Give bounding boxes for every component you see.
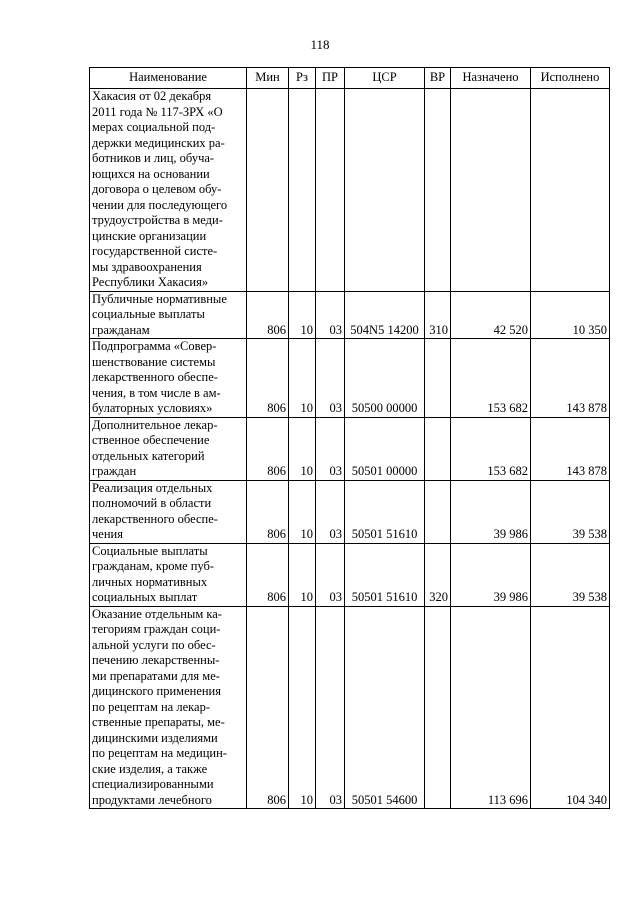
row-pr-cell: [316, 89, 345, 292]
row-pr-cell: 03: [316, 606, 345, 809]
header-rz: Рз: [289, 68, 316, 89]
row-assigned-cell: [451, 89, 531, 292]
row-name-line: чения, в том числе в ам-: [92, 385, 221, 400]
row-name-line: Реализация отдельных: [92, 480, 213, 495]
table-header-row: [90, 68, 610, 89]
row-name-line: печению лекарственны-: [92, 653, 220, 667]
row-name-line: шенствование системы: [92, 354, 216, 369]
row-vr-cell: [425, 480, 451, 543]
row-rz-cell: 10: [289, 606, 316, 809]
row-name-line: ми препаратами для ме-: [92, 668, 220, 683]
table-row: [90, 480, 610, 543]
row-pr-cell: 03: [316, 291, 345, 339]
row-executed-cell: 39 538: [531, 543, 610, 606]
row-name-cell: [90, 89, 247, 292]
table-row: [90, 417, 610, 480]
table-row: [90, 89, 610, 292]
row-name-line: продуктами лечебного: [92, 792, 212, 807]
table-row: [90, 339, 610, 418]
row-name-line: мы здравоохранения: [92, 259, 202, 274]
row-name-line: дицинскими изделиями: [92, 730, 218, 745]
row-rz-cell: [289, 89, 316, 292]
row-name-line: лекарственного обеспе-: [92, 370, 218, 384]
row-name-line: ские изделия, а также: [92, 761, 208, 776]
row-name-cell: [90, 543, 247, 606]
row-name-line: специализированными: [92, 777, 214, 791]
row-name-line: чения: [92, 527, 123, 541]
row-assigned-cell: 42 520: [451, 291, 531, 339]
budget-table: [89, 67, 610, 809]
row-assigned-cell: 153 682: [451, 339, 531, 418]
row-csr-cell: 504N5 14200: [345, 291, 425, 339]
row-name-line: лекарственного обеспе-: [92, 511, 218, 526]
row-name-line: ственные препараты, ме-: [92, 715, 225, 729]
header-min: Мин: [247, 68, 289, 89]
row-name-cell: [90, 291, 247, 339]
row-name-line: тегориям граждан соци-: [92, 622, 221, 636]
row-name-line: трудоустройства в меди-: [92, 213, 223, 227]
row-name-line: ственное обеспечение: [92, 433, 210, 447]
row-name-line: гражданам, кроме пуб-: [92, 559, 215, 573]
header-executed: Исполнено: [531, 68, 610, 89]
header-name: Наименование: [90, 68, 247, 89]
row-csr-cell: 50501 00000: [345, 417, 425, 480]
row-min-cell: 806: [247, 543, 289, 606]
row-vr-cell: [425, 417, 451, 480]
row-name-cell: [90, 606, 247, 809]
row-pr-cell: 03: [316, 339, 345, 418]
row-name-line: Подпрограмма «Совер-: [92, 339, 217, 353]
row-vr-cell: 320: [425, 543, 451, 606]
header-pr: ПР: [316, 68, 345, 89]
row-name-line: Хакасия от 02 декабря: [92, 89, 212, 103]
row-name-cell: [90, 417, 247, 480]
row-csr-cell: 50501 51610: [345, 480, 425, 543]
row-name-line: личных нормативных: [92, 574, 208, 589]
table-row: [90, 606, 610, 809]
row-name-line: Дополнительное лекар-: [92, 417, 218, 432]
row-name-line: граждан: [92, 464, 137, 478]
row-assigned-cell: 113 696: [451, 606, 531, 809]
row-executed-cell: [531, 89, 610, 292]
row-executed-cell: 143 878: [531, 417, 610, 480]
row-name-line: Социальные выплаты: [92, 543, 208, 558]
row-rz-cell: 10: [289, 543, 316, 606]
row-vr-cell: [425, 606, 451, 809]
row-assigned-cell: 153 682: [451, 417, 531, 480]
row-executed-cell: 10 350: [531, 291, 610, 339]
row-min-cell: 806: [247, 480, 289, 543]
row-pr-cell: 03: [316, 543, 345, 606]
row-vr-cell: [425, 339, 451, 418]
row-name-line: цинские организации: [92, 228, 207, 243]
row-rz-cell: 10: [289, 339, 316, 418]
row-name-line: мерах социальной под-: [92, 120, 216, 134]
row-rz-cell: 10: [289, 291, 316, 339]
row-name-line: Республики Хакасия»: [92, 275, 209, 289]
table-row: [90, 543, 610, 606]
row-name-line: ботников и лиц, обуча-: [92, 151, 215, 165]
row-name-line: булаторных условиях»: [92, 401, 213, 415]
row-name-line: Оказание отдельным ка-: [92, 606, 222, 621]
row-vr-cell: [425, 89, 451, 292]
row-vr-cell: 310: [425, 291, 451, 339]
row-name-line: отдельных категорий: [92, 448, 205, 463]
header-assigned: Назначено: [451, 68, 531, 89]
header-csr: ЦСР: [345, 68, 425, 89]
row-name-line: 2011 года № 117-ЗРХ «О: [92, 104, 223, 119]
row-min-cell: 806: [247, 417, 289, 480]
row-name-line: по рецептам на медицин-: [92, 746, 227, 760]
row-min-cell: 806: [247, 339, 289, 418]
row-csr-cell: 50501 51610: [345, 543, 425, 606]
row-rz-cell: 10: [289, 417, 316, 480]
row-min-cell: [247, 89, 289, 292]
row-name-line: государственной систе-: [92, 244, 218, 258]
row-name-cell: [90, 339, 247, 418]
row-executed-cell: 143 878: [531, 339, 610, 418]
row-csr-cell: 50501 54600: [345, 606, 425, 809]
row-name-line: альной услуги по обес-: [92, 637, 216, 652]
row-name-line: по рецептам на лекар-: [92, 699, 210, 714]
row-name-line: договора о целевом обу-: [92, 182, 222, 196]
table-row: [90, 291, 610, 339]
row-csr-cell: [345, 89, 425, 292]
row-name-line: гражданам: [92, 322, 150, 337]
row-pr-cell: 03: [316, 417, 345, 480]
row-name-line: социальные выплаты: [92, 307, 205, 321]
row-assigned-cell: 39 986: [451, 480, 531, 543]
row-name-line: социальных выплат: [92, 590, 198, 604]
row-name-line: чении для последующего: [92, 197, 228, 212]
row-name-line: Публичные нормативные: [92, 291, 227, 306]
row-pr-cell: 03: [316, 480, 345, 543]
row-min-cell: 806: [247, 291, 289, 339]
row-name-line: держки медицинских ра-: [92, 135, 225, 150]
row-name-line: ющихся на основании: [92, 166, 210, 181]
page-number: 118: [310, 37, 330, 52]
row-name-cell: [90, 480, 247, 543]
row-csr-cell: 50500 00000: [345, 339, 425, 418]
row-executed-cell: 39 538: [531, 480, 610, 543]
row-name-line: полномочий в области: [92, 496, 212, 510]
row-rz-cell: 10: [289, 480, 316, 543]
header-vr: ВР: [425, 68, 451, 89]
row-name-line: дицинского применения: [92, 684, 221, 698]
row-assigned-cell: 39 986: [451, 543, 531, 606]
row-min-cell: 806: [247, 606, 289, 809]
row-executed-cell: 104 340: [531, 606, 610, 809]
